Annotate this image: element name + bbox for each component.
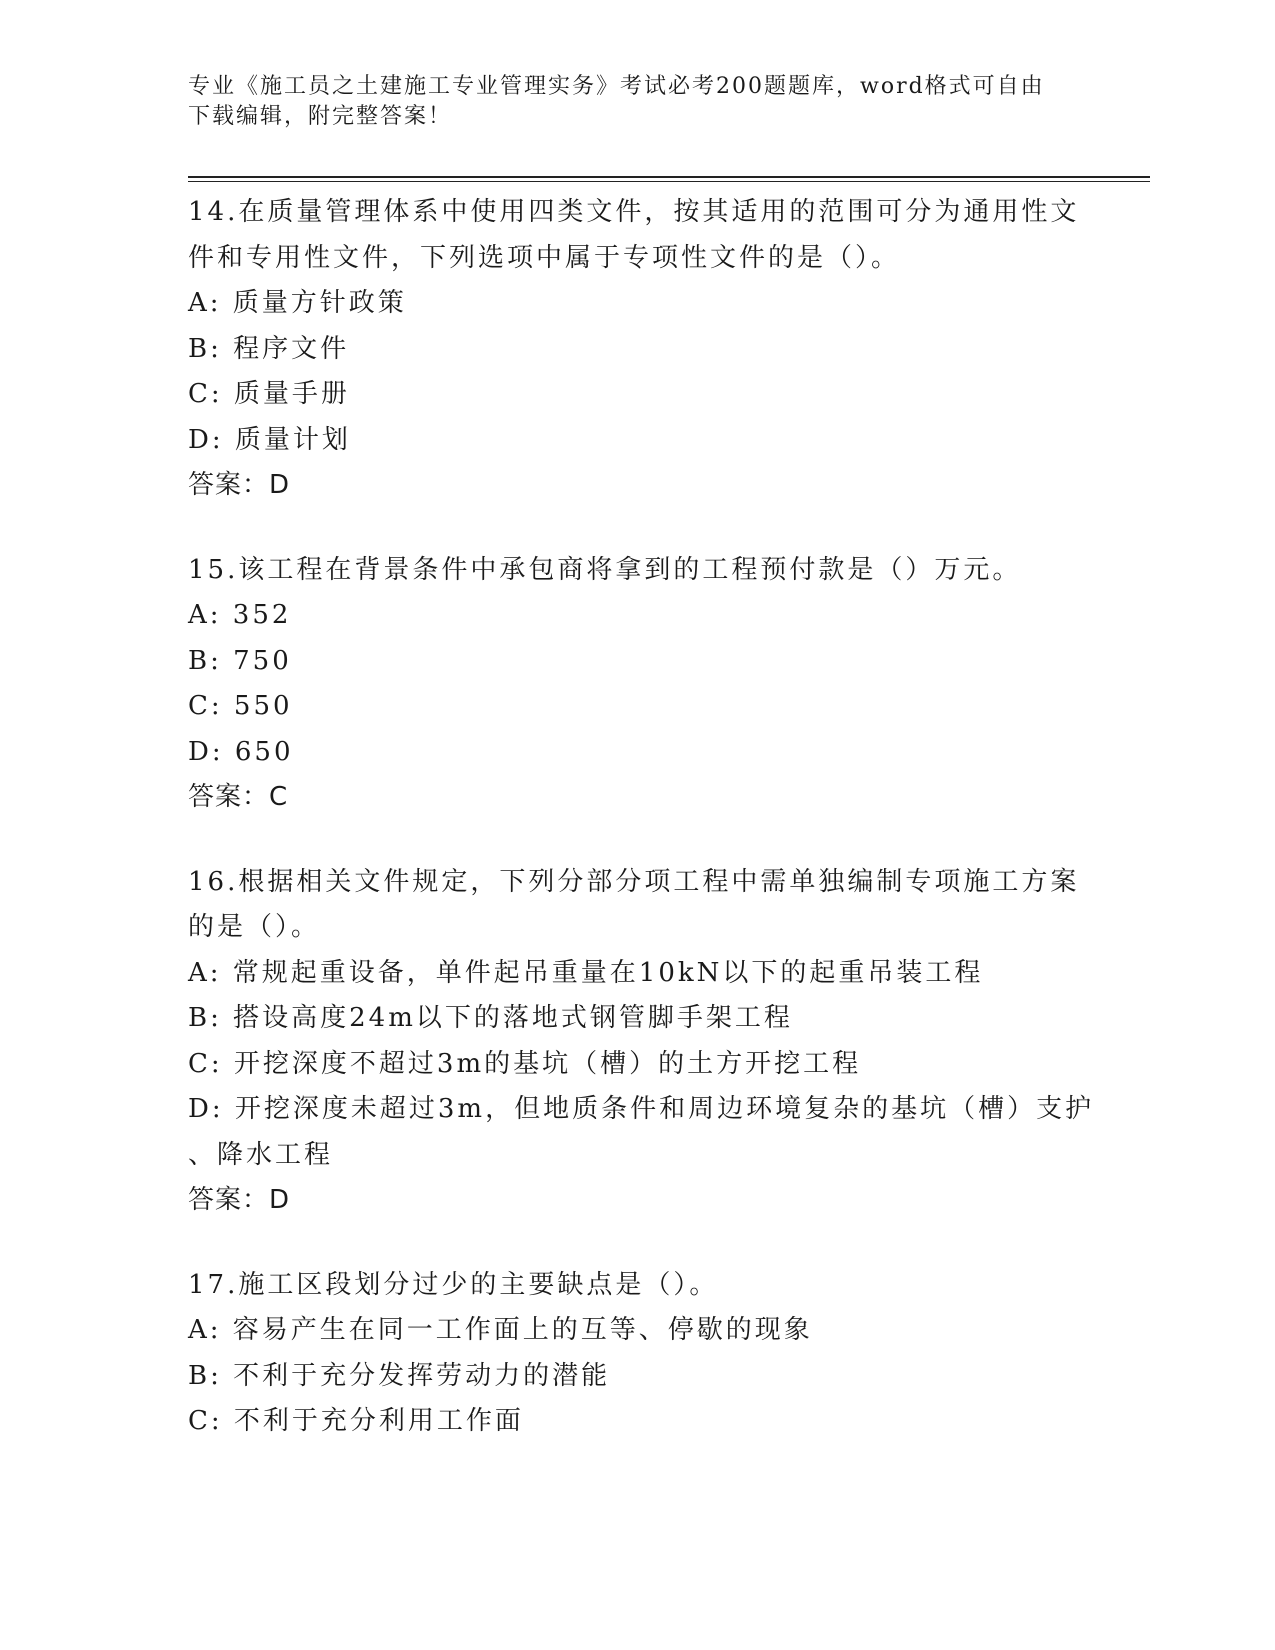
option-a: A: 352	[188, 600, 292, 630]
option-d: D: 开挖深度未超过3m，但地质条件和周边环境复杂的基坑（槽）支护	[188, 1094, 1095, 1124]
option-b: B: 程序文件	[188, 333, 350, 364]
header-line: 专业《施工员之土建施工专业管理实务》考试必考200题题库，word格式可自由	[188, 74, 1045, 99]
option-a: A: 常规起重设备，单件起吊重量在10kN以下的起重吊装工程	[188, 957, 984, 988]
answer: 答案：D	[188, 1185, 291, 1215]
question-list	[188, 190, 1095, 1484]
answer: 答案：C	[188, 782, 289, 812]
option-a: A: 质量方针政策	[188, 288, 407, 318]
question-stem: 17.施工区段划分过少的主要缺点是（）。	[188, 1269, 719, 1300]
question-stem: 16.根据相关文件规定，下列分部分项工程中需单独编制专项施工方案	[188, 866, 1080, 897]
option-c: C: 550	[188, 691, 293, 721]
question-17	[188, 1263, 1088, 1445]
option-d: D: 质量计划	[188, 424, 351, 455]
option-c: C: 质量手册	[188, 379, 350, 409]
question-stem: 件和专用性文件，下列选项中属于专项性文件的是（）。	[188, 242, 901, 273]
answer: 答案：D	[188, 470, 291, 500]
option-b: B: 不利于充分发挥劳动力的潜能	[188, 1360, 611, 1391]
option-c: C: 开挖深度不超过3m的基坑（槽）的土方开挖工程	[188, 1048, 862, 1079]
question-15	[188, 548, 1088, 821]
header-divider	[188, 176, 1150, 178]
question-stem: 的是（）。	[188, 912, 321, 942]
document-header	[188, 72, 1068, 132]
option-b: B: 搭设高度24m以下的落地式钢管脚手架工程	[188, 1003, 793, 1033]
header-divider-thin	[188, 181, 1150, 182]
option-d: D: 650	[188, 736, 294, 767]
option-c: C: 不利于充分利用工作面	[188, 1406, 524, 1436]
question-stem: 14.在质量管理体系中使用四类文件，按其适用的范围可分为通用性文	[188, 197, 1080, 227]
question-16	[188, 860, 1095, 1224]
option-a: A: 容易产生在同一工作面上的互等、停歇的现象	[188, 1315, 813, 1345]
option-d-continued: 、降水工程	[188, 1139, 334, 1170]
header-line: 下载编辑，附完整答案！	[188, 104, 453, 129]
option-b: B: 750	[188, 645, 292, 676]
question-stem: 15.该工程在背景条件中承包商将拿到的工程预付款是（）万元。	[188, 554, 1022, 585]
question-14	[188, 190, 1088, 509]
